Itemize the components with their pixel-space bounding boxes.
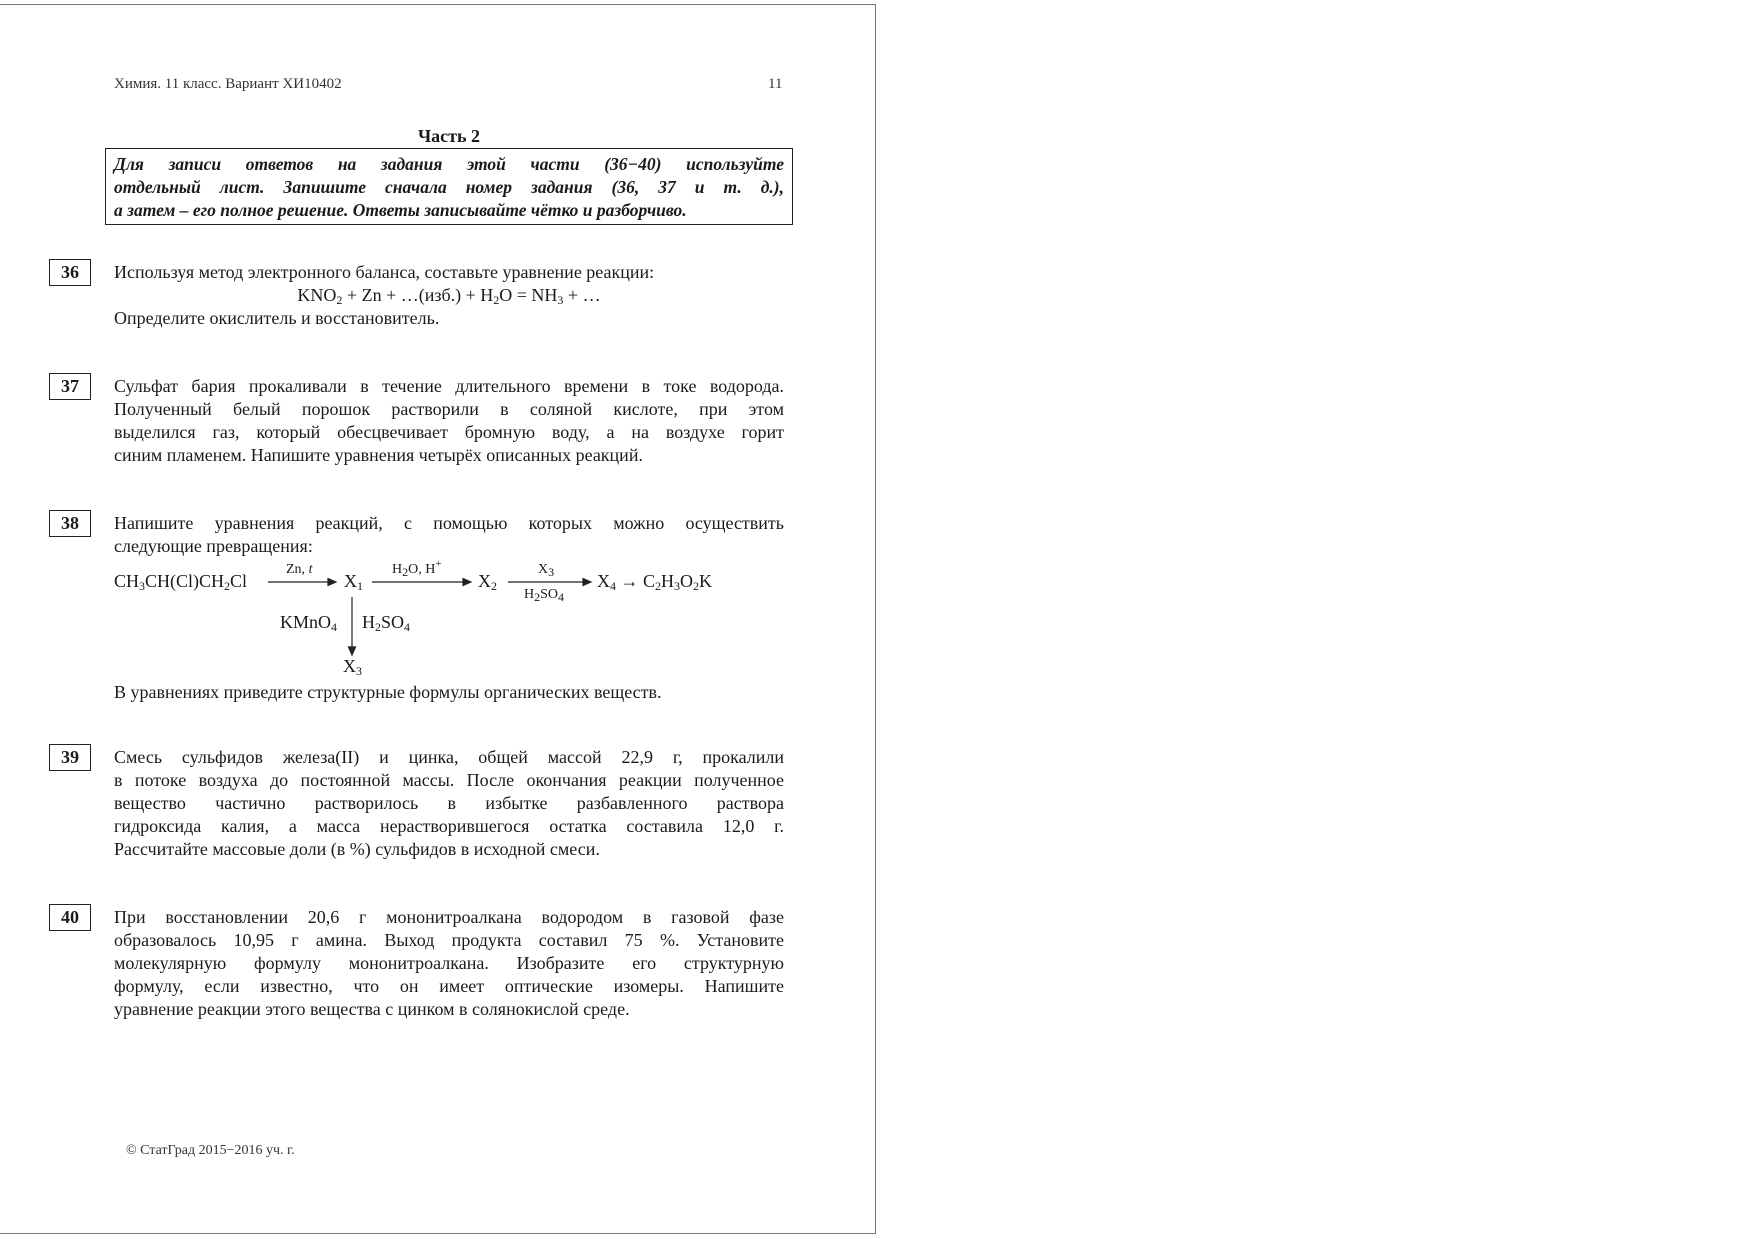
arrow-1-label: Zn, t xyxy=(286,562,313,577)
question-39-number: 39 xyxy=(49,744,91,771)
question-36-number: 36 xyxy=(49,259,91,286)
scheme-h2so4: $H_2SO_4$ xyxy=(362,612,411,634)
instructions-line-3: а затем – его полное решение. Ответы записывайте чётко и разборчиво. xyxy=(114,200,687,220)
question-38-outro: В уравнениях приведите структурные формулы органических веществ. xyxy=(114,682,662,702)
question-37-number: 37 xyxy=(49,373,91,400)
question-36-outro: Определите окислитель и восстановитель. xyxy=(114,308,440,328)
question-37-text: Сульфат бария прокаливали в течение длительного времени в токе водорода. Полученный белый порошок растворили в соляной кислоте, при этом выделился газ, который обесцвечивает бромную воду, а на воздухе горит синим пламенем. Напишите уравнения четырёх описанных реакций. xyxy=(114,376,784,465)
arrow-2-head xyxy=(463,579,471,586)
question-38-number: 38 xyxy=(49,510,91,537)
part-title: Часть 2 xyxy=(417,126,481,146)
question-40-number: 40 xyxy=(49,904,91,931)
exam-page xyxy=(0,4,876,1234)
scheme-x3: $X_3$ xyxy=(343,656,362,678)
arrow-1-head xyxy=(328,579,336,586)
question-36-text xyxy=(114,261,784,330)
arrow-3-bottom-label: $H_2SO_4$ xyxy=(524,587,565,604)
arrow-2-label: $H_2O$, H+ xyxy=(392,558,442,579)
instructions-line-1: Для записи ответов на задания этой части (36−40) используйте xyxy=(114,154,784,174)
question-36-intro: Используя метод электронного баланса, составьте уравнение реакции: xyxy=(114,262,655,282)
instructions-box xyxy=(105,148,793,225)
scheme-x2: $X_2$ xyxy=(478,571,497,593)
arrow-3-top-label: $X_3$ xyxy=(538,562,555,579)
scheme-kmno4: KMnO$_4$ xyxy=(280,612,338,634)
question-36-equation: $KNO_2 + Zn$ + …(изб.) + $H_2O = NH_3$ + … xyxy=(297,285,601,307)
instructions-line-2: отдельный лист. Запишите сначала номер задания (36, 37 и т. д.), xyxy=(114,177,784,197)
arrow-down-head xyxy=(349,647,356,655)
question-39-text: Смесь сульфидов железа(II) и цинка, общей массой 22,9 г, прокалили в потоке воздуха до постоянной массы. После окончания реакции полученное вещество частично растворилось в избытке разбавленного раствора гидроксида калия, а масса нерастворившегося остатка составила 12,0 г. Рассчитайте массовые доли (в %) сульфидов в исходной смеси. xyxy=(114,747,784,859)
scheme-x1: $X_1$ xyxy=(344,571,363,593)
page-number: 11 xyxy=(768,76,783,92)
reaction-scheme xyxy=(114,558,784,679)
scheme-start: $CH_3CH(Cl)CH_2Cl$ xyxy=(114,571,248,593)
header-title: Химия. 11 класс. Вариант ХИ10402 xyxy=(114,76,342,92)
question-38-text: Напишите уравнения реакций, с помощью которых можно осуществить следующие превращения: xyxy=(114,513,784,556)
footer-copyright: © СтатГрад 2015−2016 уч. г. xyxy=(126,1143,295,1158)
question-40-text: При восстановлении 20,6 г мононитроалкана водородом в газовой фазе образовалось 10,95 г амина. Выход продукта составил 75 %. Установите молекулярную формулу мононитроалкана. Изобразите его структурную формулу, если известно, что он имеет оптические изомеры. Напишите уравнение реакции этого вещества с цинком в солянокислой среде. xyxy=(114,907,784,1019)
scheme-x4-product: $X_4 \to C_2H_3O_2K$ xyxy=(597,571,713,593)
arrow-3-head xyxy=(583,579,591,586)
